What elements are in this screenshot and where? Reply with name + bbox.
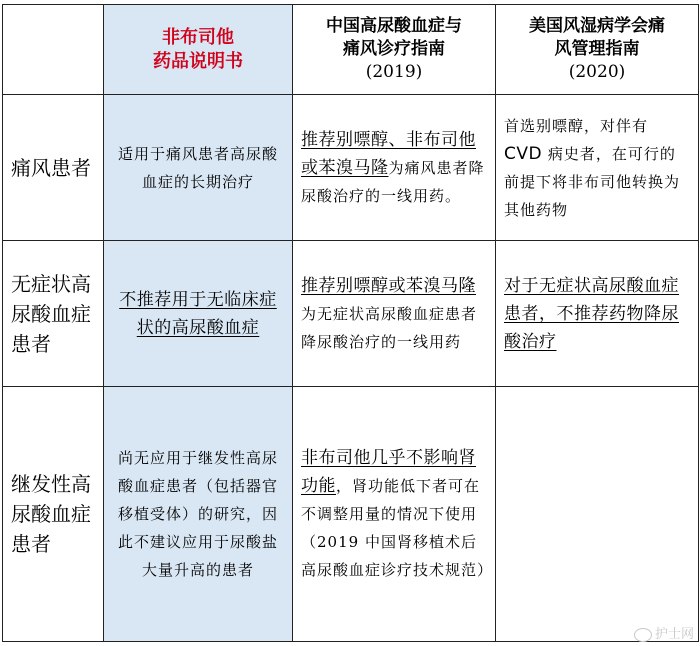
header-acr-year: (2020) [568, 62, 626, 82]
header-acr-line1: 美国风湿病学会痛 [529, 16, 665, 36]
cell-china-asymptomatic [293, 241, 496, 387]
cell-china-gout [293, 95, 496, 241]
cell-acr-asymptomatic [496, 241, 699, 387]
cell-drug-gout [104, 95, 293, 241]
row-label-asymptomatic: 无症状高尿酸血症患者 [3, 241, 104, 387]
header-acr-guideline [496, 5, 699, 95]
emphasis-text: 非布司他几乎不影响肾功能 [301, 448, 476, 496]
emphasis-text: 不推荐用于无临床症状的高尿酸血症 [119, 289, 277, 338]
cell-acr-gout [496, 95, 699, 241]
cell-acr-secondary [496, 387, 699, 642]
corner-cell [3, 5, 104, 95]
header-china-line2: 痛风诊疗指南 [343, 39, 445, 59]
header-china-line1: 中国高尿酸血症与 [326, 16, 462, 36]
cell-acr-gout-text-c: 病史者，在可行的前提下将非布司他转换为其他药物 [504, 144, 681, 219]
row-label-gout: 痛风患者 [3, 95, 104, 241]
header-china-year: (2019) [365, 62, 423, 82]
cell-drug-gout-text: 适用于痛风患者高尿酸血症的长期治疗 [117, 144, 278, 191]
row-label-secondary: 继发性高尿酸血症患者 [3, 387, 104, 642]
cell-drug-secondary-text: 尚无应用于继发性高尿酸血症患者（包括器官移植受体）的研究，因此不建议应用于尿酸盐大量升高的患者 [117, 449, 278, 579]
emphasis-text: 推荐别嘌醇或苯溴马隆 [301, 275, 476, 296]
cell-china-gout-rest: 为痛风患者降尿酸治疗的一线用药。 [301, 158, 485, 205]
table-row [3, 95, 699, 241]
cell-china-secondary-rest: ，肾功能低下者可在不调整用量的情况下使用（2019 中国肾移植术后高尿酸血症诊疗技术规范） [301, 477, 494, 579]
emphasis-text: 对于无症状高尿酸血症患者，不推荐药物降尿酸治疗 [504, 275, 679, 352]
table-row [3, 387, 699, 642]
comparison-table [2, 4, 699, 642]
header-drug-label-line1: 非布司他 [162, 26, 234, 48]
emphasis-text: 推荐别嘌醇、非布司他或苯溴马隆 [301, 129, 476, 178]
table-row [3, 241, 699, 387]
header-drug-label-line2: 药品说明书 [153, 50, 243, 72]
cell-china-secondary [293, 387, 496, 642]
watermark-text: 护士网 [654, 627, 694, 642]
cell-acr-gout-text-a: 首选别嘌醇，对伴有 [504, 116, 649, 135]
cell-china-asymptomatic-rest: 为无症状高尿酸血症患者降尿酸治疗的一线用药 [301, 304, 478, 351]
cvd-abbrev: CVD [504, 143, 543, 164]
header-drug-label [104, 5, 293, 95]
cell-drug-secondary [104, 387, 293, 642]
cell-drug-asymptomatic [104, 241, 293, 387]
watermark [634, 623, 694, 642]
header-row [3, 5, 699, 95]
header-acr-line2: 风管理指南 [554, 39, 640, 59]
header-china-guideline [293, 5, 496, 95]
weibo-logo-icon [634, 628, 652, 642]
